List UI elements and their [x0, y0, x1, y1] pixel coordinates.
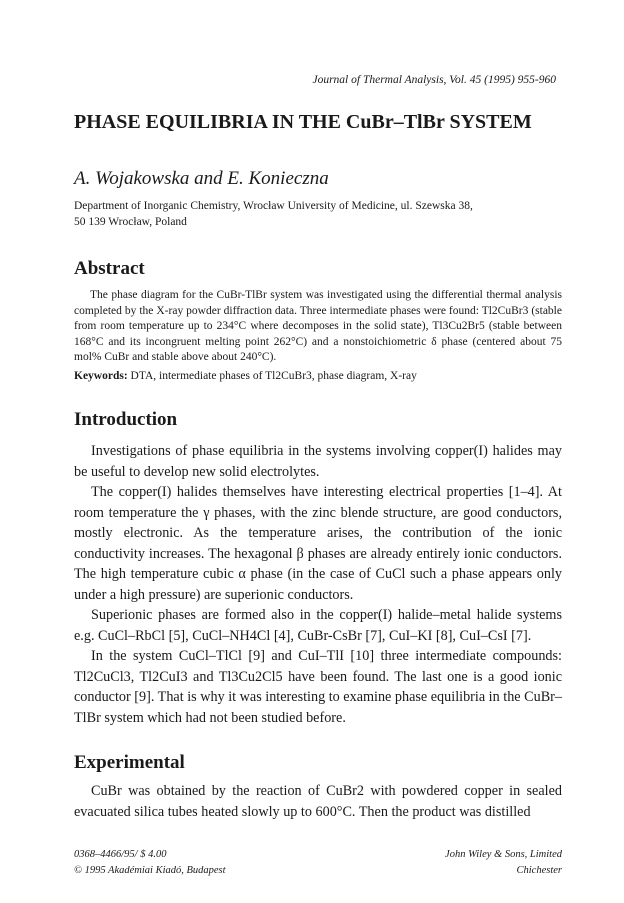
intro-paragraph: Investigations of phase equilibria in the systems involving copper(I) halides may be useful to develop new solid electrolytes. — [74, 443, 562, 480]
keywords — [74, 370, 562, 382]
abstract-body — [74, 288, 562, 366]
introduction-body — [74, 441, 562, 728]
experimental-paragraph: CuBr was obtained by the reaction of CuBr2 with powdered copper in sealed evacuated silica tubes heated slowly up to 600°C. Then the product was distilled — [74, 783, 562, 820]
keywords-label: Keywords: — [74, 370, 128, 382]
article-title: PHASE EQUILIBRIA IN THE CuBr–TlBr SYSTEM — [74, 111, 532, 133]
experimental-heading: Experimental — [74, 752, 185, 773]
affiliation — [74, 199, 554, 230]
experimental-body — [74, 781, 562, 822]
intro-paragraph: Superionic phases are formed also in the copper(I) halide–metal halide systems e.g. CuCl–RbCl [5], CuCl–NH4Cl [4], CuBr-CsBr [7], CuI–KI [8], CuI–CsI [7]. — [74, 607, 562, 644]
journal-citation: Journal of Thermal Analysis, Vol. 45 (1995) 955-960 — [312, 74, 556, 86]
footer-copyright: © 1995 Akadémiai Kiadó, Budapest — [74, 865, 226, 876]
introduction-heading: Introduction — [74, 409, 178, 430]
intro-paragraph: In the system CuCl–TlCl [9] and CuI–TlI [10] three intermediate compounds: Tl2CuCl3, Tl2CuI3 and Tl3Cu2Cl5 have been found. The last one is a good ionic conductor [9]. That is why it was interesting to examine phase equilibria in the CuBr–TlBr system which had not been studied before. — [74, 648, 562, 726]
footer-code: 0368–4466/95/ $ 4.00 — [74, 849, 167, 860]
footer-publisher: John Wiley & Sons, Limited — [445, 849, 562, 860]
affiliation-line-1: Department of Inorganic Chemistry, Wrocław University of Medicine, ul. Szewska 38, — [74, 200, 473, 212]
keywords-list: DTA, intermediate phases of Tl2CuBr3, phase diagram, X-ray — [130, 370, 417, 382]
abstract-text: The phase diagram for the CuBr-TlBr system was investigated using the differential thermal analysis completed by the X-ray powder diffraction data. Three intermediate phases were found: Tl2CuBr3 (stable from room temperature up to 234°C where decomposes in the solid state), Tl3Cu2Br5 (stable between 168°C and its incongruent melting point 262°C) and a nonstoichiometric δ phase (centered about 75 mol% CuBr and stable above about 240°C). — [74, 289, 562, 364]
intro-paragraph: The copper(I) halides themselves have interesting electrical properties [1–4]. At room temperature the γ phases, with the zinc blende structure, are good conductors, mostly electronic. As the temperature arises, the contribution of the ionic conductivity increases. The hexagonal β phases are already entirely ionic conductors. The high temperature cubic α phase (in the case of CuCl such a phase appears only under a high pressure) are superionic conductors. — [74, 484, 562, 603]
footer-city: Chichester — [516, 865, 562, 876]
authors: A. Wojakowska and E. Konieczna — [74, 168, 329, 189]
abstract-heading: Abstract — [74, 258, 145, 279]
page-footer — [74, 847, 562, 879]
affiliation-line-2: 50 139 Wrocław, Poland — [74, 215, 187, 228]
